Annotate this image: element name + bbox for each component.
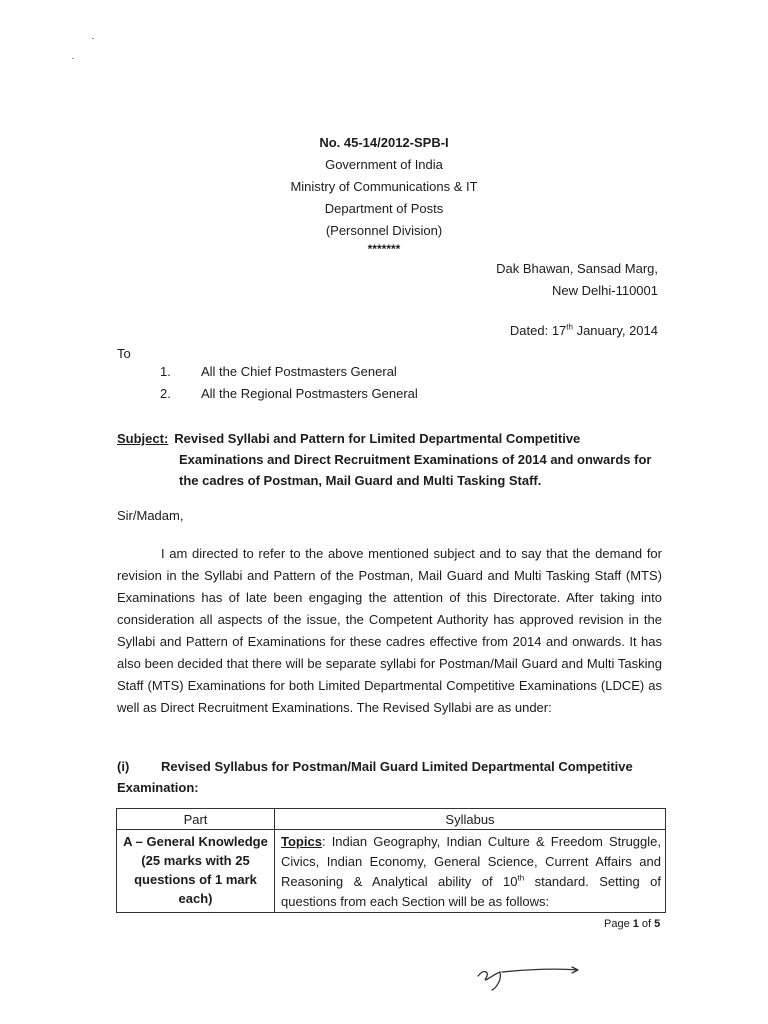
salutation: Sir/Madam, <box>117 508 184 523</box>
subject-first-line: Revised Syllabi and Pattern for Limited Departmental Competitive <box>174 431 581 446</box>
syllabus-table <box>116 808 666 913</box>
body-text: I am directed to refer to the above mentioned subject and to say that the demand for revision in the Syllabi and Pattern of the Postman, Mail Guard and Multi Tasking Staff (MTS) Examinations has of late been engaging the attention of this Directorate. After taking into consideration all aspects of the issue, the Competent Authority has approved revision in the Syllabi and Pattern of Examinations for these cadres effective from 2014 and onwards. It has also been decided that there will be separate syllabi for Postman/Mail Guard and Multi Tasking Staff (MTS) Examinations for both Limited Departmental Competitive Examinations (LDCE) as well as Direct Recruitment Examinations. The Revised Syllabi are as under: <box>117 546 662 715</box>
addressee-number: 2. <box>160 386 171 401</box>
section-heading <box>117 756 662 798</box>
separator-stars: ******* <box>367 242 401 256</box>
part-title: A – General Knowledge <box>123 834 268 849</box>
section-title: Revised Syllabus for Postman/Mail Guard Limited Departmental Competitive Examination: <box>117 759 633 795</box>
division-line: (Personnel Division) <box>325 223 443 238</box>
address-line-2: New Delhi-110001 <box>552 283 658 298</box>
subject-continuation: Examinations and Direct Recruitment Examinations of 2014 and onwards for the cadres of Postman, Mail Guard and Multi Tasking Staff. <box>179 452 652 488</box>
total-pages: 5 <box>654 918 661 930</box>
addressee-text: All the Regional Postmasters General <box>201 386 418 401</box>
addressee-item <box>160 364 397 379</box>
addressee-number: 1. <box>160 364 171 379</box>
date-line <box>510 320 658 342</box>
department-line: Department of Posts <box>324 201 444 216</box>
syllabus-cell <box>275 830 666 913</box>
column-header-syllabus: Syllabus <box>275 809 666 830</box>
part-marks: (25 marks with 25 questions of 1 mark each) <box>134 853 257 906</box>
topics-ordinal: th <box>517 873 525 883</box>
table-row <box>117 830 666 913</box>
subject-block <box>117 428 661 491</box>
topics-label: Topics <box>281 834 322 849</box>
government-line: Government of India <box>325 157 443 172</box>
addressee-text: All the Chief Postmasters General <box>201 364 397 379</box>
addressee-item <box>160 386 418 401</box>
file-number: No. 45-14/2012-SPB-I <box>319 135 449 150</box>
address-line-1: Dak Bhawan, Sansad Marg, <box>496 261 658 276</box>
topics-text-continued: standard. Setting of questions from each Section will be as follows: <box>281 874 661 909</box>
date-prefix: Dated: 17 <box>509 323 567 338</box>
page-number: Page 1 of 5 <box>604 918 661 930</box>
office-address <box>496 258 658 302</box>
table-header-row <box>117 809 666 830</box>
column-header-part: Part <box>117 809 275 830</box>
letter-heading <box>0 132 768 256</box>
body-paragraph <box>117 543 662 719</box>
ministry-line: Ministry of Communications & IT <box>290 179 478 194</box>
scan-speck <box>72 58 74 59</box>
part-cell <box>117 830 275 913</box>
date-rest: January, 2014 <box>572 323 658 338</box>
subject-label: Subject: <box>117 431 169 446</box>
current-page: 1 <box>632 918 639 930</box>
scan-speck <box>92 38 94 39</box>
section-number: (i) <box>117 759 130 774</box>
signature-mark <box>472 958 582 992</box>
to-label: To <box>117 346 131 361</box>
date-ordinal: th <box>566 322 573 332</box>
topics-text: : Indian Geography, Indian Culture & Freedom Struggle, Civics, Indian Economy, General Science, Current Affairs and Reasoning & Analytical ability of 10 <box>281 834 661 889</box>
